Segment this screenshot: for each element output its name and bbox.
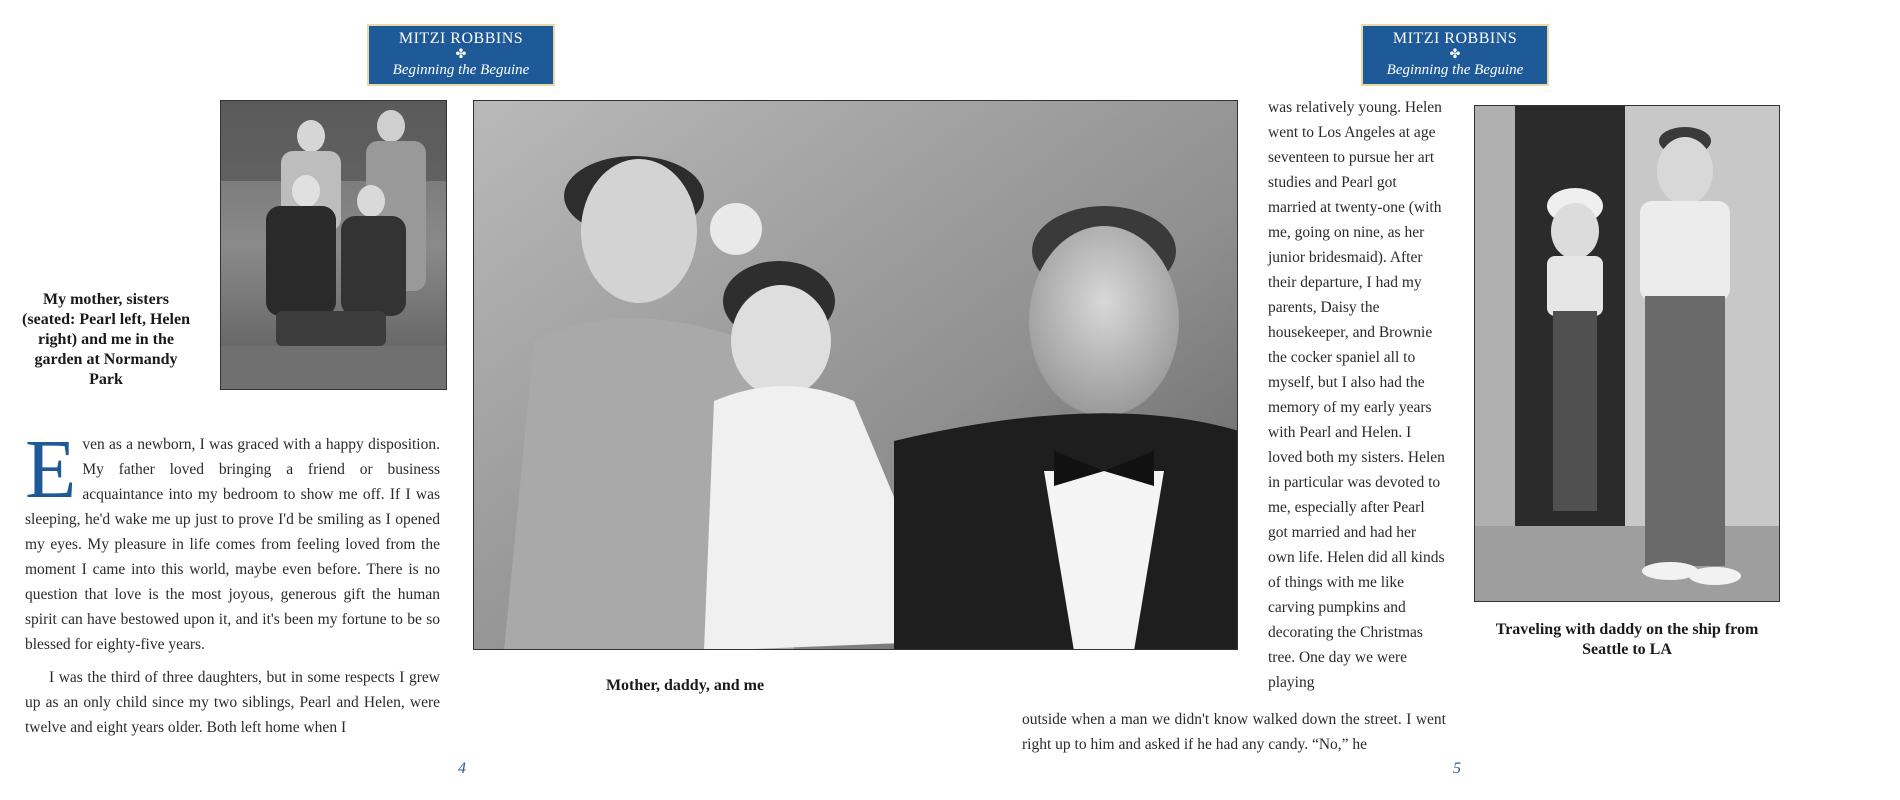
photo-mother-daddy-me: [473, 100, 1238, 650]
page-number-left: 4: [458, 760, 466, 777]
author-name: MITZI ROBBINS: [1392, 30, 1518, 47]
photo-sisters-garden: [220, 100, 447, 390]
author-name: MITZI ROBBINS: [398, 30, 524, 47]
photo-ship-daddy: [1474, 105, 1780, 602]
ornament-icon: ✤: [455, 46, 467, 61]
book-subtitle: Beginning the Beguine: [392, 62, 530, 78]
header-badge-right: [1361, 24, 1549, 86]
left-body-text: [25, 423, 440, 740]
caption-mother-daddy-me: Mother, daddy, and me: [605, 677, 765, 694]
paragraph-2: I was the third of three daughters, but in some respects I grew up as an only child since my two siblings, Pearl and Helen, were twelve and eight years older. Both left home when I: [25, 669, 440, 736]
book-subtitle: Beginning the Beguine: [1386, 62, 1524, 78]
page-number-right: 5: [1453, 760, 1461, 777]
caption-sisters: My mother, sisters (seated: Pearl left, Helen right) and me in the garden at Normandy Park: [22, 291, 190, 388]
ornament-icon: ✤: [1449, 46, 1461, 61]
right-wide-text: outside when a man we didn't know walked down the street. I went right up to him and asked if he had any candy. “No,” he: [1022, 711, 1446, 753]
paragraph-1-text: ven as a newborn, I was graced with a happy disposition. My father loved bringing a friend or business acquaintance into my bedroom to show me off. If I was sleeping, he'd wake me up just to prove I'd be smiling as I opened my eyes. My pleasure in life comes from feeling loved from the moment I came into this world, maybe even before. There is no question that love is the most joyous, generous gift the human spirit can have bestowed upon it, and it's been my fortune to be so blessed for eighty-five years.: [25, 436, 440, 653]
header-badge-left: [367, 24, 555, 86]
caption-ship: Traveling with daddy on the ship from Seattle to LA: [1495, 621, 1759, 658]
paragraph-1: [25, 423, 440, 657]
right-column-text: was relatively young. Helen went to Los Angeles at age seventeen to pursue her art studies and Pearl got married at twenty-one (with me, going on nine, as her junior bridesmaid). After their departure, I had my parents, Daisy the housekeeper, and Brownie the cocker spaniel all to myself, but I also had the memory of my early years with Pearl and Helen. I loved both my sisters. Helen in particular was devoted to me, especially after Pearl got married and had her own life. Helen did all kinds of things with me like carving pumpkins and decorating the Christmas tree. One day we were playing: [1268, 99, 1445, 691]
drop-cap: E: [25, 423, 77, 516]
